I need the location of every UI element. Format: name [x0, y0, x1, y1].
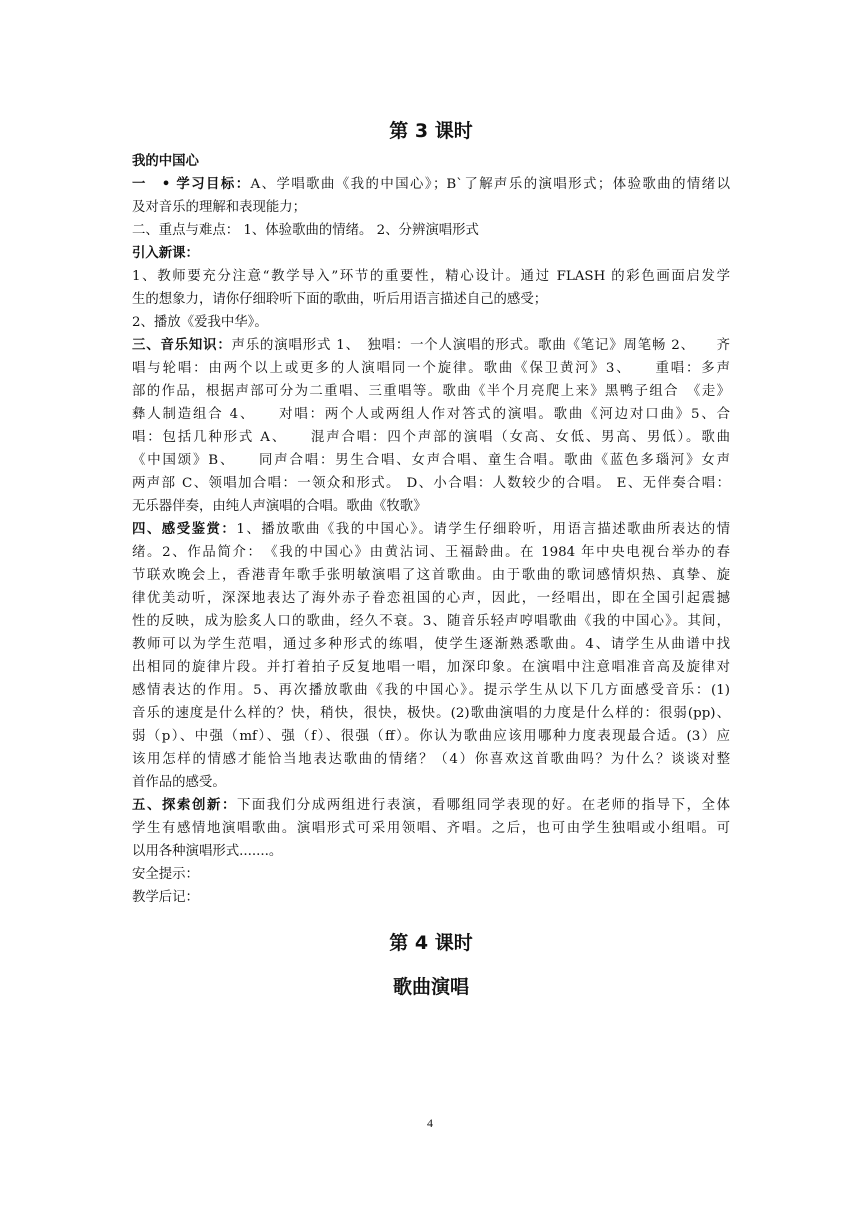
key-points: 二、重点与难点： 1、体验歌曲的情绪。 2、分辨演唱形式: [132, 223, 479, 238]
knowledge-line-7: 两声部 C、领唱加合唱：一领众和形式。 D、小合唱：人数较少的合唱。 E、无伴奏合唱：: [132, 476, 730, 491]
knowledge-line-4: 彝人制造组合 4、 对唱：两个人或两组人作对答式的演唱。歌曲《河边对口曲》5、合: [132, 407, 730, 422]
knowledge-line-2: 唱与轮唱：由两个以上或更多的人演唱同一个旋律。歌曲《保卫黄河》3、 重唱：多声: [132, 361, 730, 376]
lesson-4-subtitle: 歌曲演唱: [392, 976, 469, 998]
teaching-postscript: 教学后记：: [132, 890, 199, 905]
intro-line-1: 1、教师要充分注意“教学导入”环节的重要性，精心设计。通过 FLASH 的彩色画面启发学: [132, 269, 730, 284]
safety-note: 安全提示：: [132, 867, 199, 882]
appreciation-label: 四、感受鉴赏：: [132, 522, 237, 537]
explore-label: 五、探索创新：: [132, 798, 237, 813]
appreciation-line-1: [132, 518, 730, 541]
objective-text-1: A、学唱歌曲《我的中国心》；B`了解声乐的演唱形式；体验歌曲的情绪以: [250, 177, 730, 192]
appreciation-line-2: 绪。2、作品简介： 《我的中国心》由黄沾词、王福龄曲。在 1984 年中央电视台举办的春: [132, 545, 730, 560]
appreciation-line-6: 教师可以为学生范唱，通过多种形式的练唱，使学生逐渐熟悉歌曲。4、请学生从曲谱中找: [132, 637, 730, 652]
knowledge-line-1: [132, 334, 730, 357]
intro-label: 引入新课：: [132, 246, 199, 261]
appreciation-line-11: 该用怎样的情感才能恰当地表达歌曲的情绪？（4）你喜欢这首歌曲吗？为什么？谈谈对整: [132, 752, 730, 767]
appreciation-line-3: 节联欢晚会上，香港青年歌手张明敏演唱了这首歌曲。由于歌曲的歌词感情炽热、真挚、旋: [132, 568, 730, 583]
objective-prefix: 一: [132, 177, 162, 192]
appreciation-line-9: 音乐的速度是什么样的？快，稍快，很快，极快。(2)歌曲演唱的力度是什么样的：很弱(pp)、: [132, 706, 730, 721]
explore-line-1: [132, 794, 730, 817]
knowledge-line-3: 部的作品，根据声部可分为二重唱、三重唱等。歌曲《半个月亮爬上来》黑鸭子组合 《走》: [132, 384, 730, 399]
knowledge-text-1: 声乐的演唱形式 1、 独唱：一个人演唱的形式。歌曲《笔记》周笔畅 2、 齐: [231, 338, 730, 353]
explore-line-2: 学生有感情地演唱歌曲。演唱形式可采用领唱、齐唱。之后，也可由学生独唱或小组唱。可: [132, 821, 730, 836]
appreciation-line-10: 弱（p）、中强（mf）、强（f）、很强（ff）。你认为歌曲应该用哪种力度表现最合适。(3）应: [132, 729, 730, 744]
appreciation-line-4: 律优美动听，深深地表达了海外赤子眷恋祖国的心声，因此，一经唱出，即在全国引起震撼: [132, 591, 730, 606]
appreciation-line-5: 性的反映，成为脍炙人口的歌曲，经久不衰。3、随音乐轻声哼唱歌曲《我的中国心》。其间，: [132, 614, 730, 629]
appreciation-line-8: 感情表达的作用。5、再次播放歌曲《我的中国心》。提示学生从以下几方面感受音乐：(1): [132, 683, 730, 698]
lesson-3-title: 第 3 课时: [389, 120, 473, 142]
objective-line-2: 及对音乐的理解和表现能力；: [132, 200, 307, 215]
objective-label: • 学习目标：: [161, 177, 251, 192]
intro-line-3: 2、播放《爱我中华》。: [132, 315, 268, 330]
lesson-4-title: 第 4 课时: [389, 932, 473, 954]
appreciation-line-12: 首作品的感受。: [132, 775, 226, 790]
explore-line-3: 以用各种演唱形式.......。: [132, 844, 283, 859]
song-title: 我的中国心: [132, 154, 199, 169]
page-number: 4: [427, 1116, 433, 1130]
knowledge-line-6: 《中国颂》B、 同声合唱：男生合唱、女声合唱、童生合唱。歌曲《蓝色多瑙河》女声: [132, 453, 730, 468]
explore-text-1: 下面我们分成两组进行表演，看哪组同学表现的好。在老师的指导下，全体: [236, 798, 731, 813]
intro-line-2: 生的想象力，请你仔细聆听下面的歌曲，听后用语言描述自己的感受；: [132, 292, 548, 307]
knowledge-label: 三、音乐知识：: [132, 338, 232, 353]
appreciation-text-1: 1、播放歌曲《我的中国心》。请学生仔细聆听，用语言描述歌曲所表达的情: [236, 522, 731, 537]
knowledge-line-5: 唱：包括几种形式 A、 混声合唱：四个声部的演唱（女高、女低、男高、男低）。歌曲: [132, 430, 730, 445]
appreciation-line-7: 出相同的旋律片段。并打着拍子反复地唱一唱，加深印象。在演唱中注意唱准音高及旋律对: [132, 660, 730, 675]
objective-line-1: [132, 173, 730, 196]
knowledge-line-8: 无乐器伴奏，由纯人声演唱的合唱。歌曲《牧歌》: [132, 499, 427, 514]
